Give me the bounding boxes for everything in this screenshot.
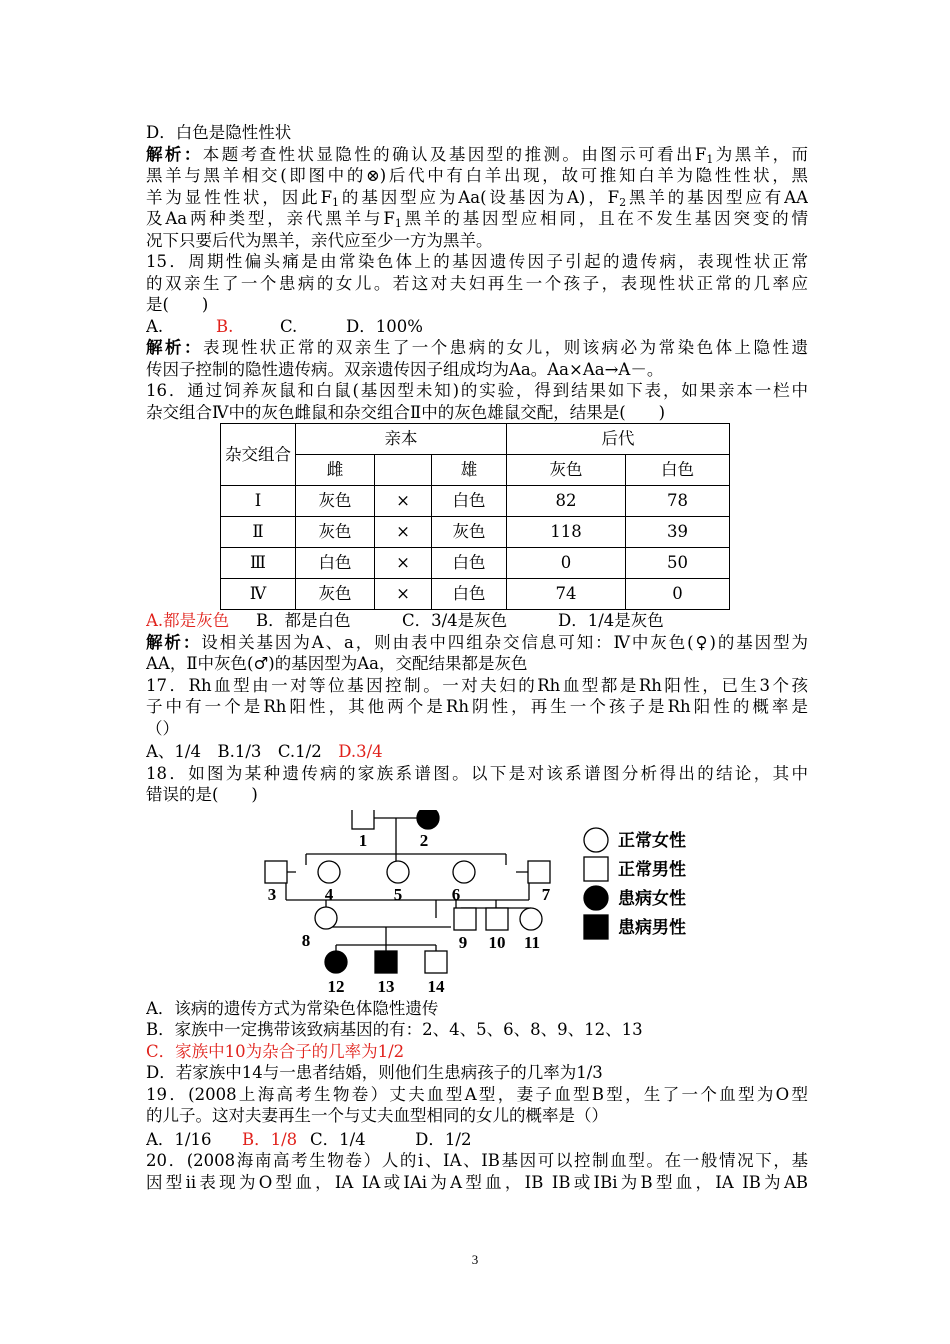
q15-option-a: A.: [146, 316, 164, 336]
pedigree-male-7: [528, 861, 550, 883]
q18-option-c: C．家族中10为杂合子的几率为1/2: [146, 1041, 405, 1061]
pedigree-diagram: [256, 810, 706, 996]
q14-option-d: D．白色是隐性性状: [146, 123, 292, 142]
q18-option-a: A．该病的遗传方式为常染色体隐性遗传: [146, 998, 439, 1018]
q16-stem-line2: 杂交组合Ⅳ中的灰色雌鼠和杂交组合Ⅱ中的灰色雄鼠交配，结果是( ): [146, 402, 666, 422]
q15-option-d: D．100%: [346, 316, 423, 336]
svg-text:5: 5: [393, 884, 403, 904]
q16-option-d: D．1/4是灰色: [558, 611, 664, 630]
pedigree-male-10: [486, 908, 508, 930]
q14-explanation-line3: 羊为显性性状，因此$F_1$的基因型应为Aa(设基因为A)，$F_2$黑羊的基因型应有AA: [146, 187, 808, 208]
table-header-gray: 灰色: [507, 455, 626, 486]
q18-option-d: D．若家族中14与一患者结婚，则他们生患病孩子的几率为1/3: [146, 1063, 603, 1082]
q17-stem-line3: （）: [146, 718, 179, 738]
table-header-parent: 亲本: [296, 424, 507, 455]
q15-explanation-line2: 传因子控制的隐性遗传病。双亲遗传因子组成均为Aa。Aa×Aa→A－。: [146, 359, 664, 379]
svg-text:1: 1: [358, 830, 368, 850]
q16-stem-line1: 16．通过饲养灰鼠和白鼠(基因型未知)的实验，得到结果如下表，如果亲本一栏中: [146, 381, 808, 400]
legend-label: 正常女性: [618, 830, 686, 850]
table-row: Ⅱ 灰色 × 灰色 118 39: [221, 517, 730, 548]
q17-option-d: D.3/4: [338, 742, 383, 761]
svg-text:13: 13: [377, 976, 395, 996]
table-header-blank: [375, 455, 432, 486]
svg-text:12: 12: [327, 976, 345, 996]
legend-label: 患病女性: [618, 888, 686, 908]
q17-stem-line2: 子中有一个是Rh阳性，其他两个是Rh阴性，再生一个孩子是Rh阳性的概率是: [146, 697, 808, 716]
q15-option-b: B.: [216, 316, 234, 336]
svg-text:11: 11: [523, 932, 541, 952]
pedigree-male-1: [352, 810, 374, 829]
table-header-cross: 杂交组合: [221, 424, 296, 486]
q15-stem-line2: 的双亲生了一个患病的女儿。若这对夫妇再生一个孩子，表现性状正常的几率应: [146, 273, 808, 293]
q19-stem-line2: 的儿子。这对夫妻再生一个与丈夫血型相同的女儿的概率是（）: [146, 1106, 608, 1125]
q20-stem-line1: 20．(2008海南高考生物卷）人的i、IA、IB基因可以控制血型。在一般情况下，基: [146, 1151, 808, 1170]
legend-affected-female-icon: [584, 886, 608, 910]
q19-option-a: A．1/16: [146, 1129, 212, 1149]
cross-results-table: [220, 423, 730, 610]
svg-text:4: 4: [324, 884, 334, 904]
pedigree-male-14: [425, 951, 447, 973]
table-row: Ⅲ 白色 × 白色 0 50: [221, 548, 730, 579]
legend-affected-male-icon: [584, 915, 608, 939]
pedigree-female-12: [325, 951, 347, 973]
svg-text:10: 10: [488, 932, 506, 952]
legend-normal-female-icon: [584, 828, 608, 852]
q16-explanation-line1: 解析：设相关基因为A、a，则由表中四组杂交信息可知：Ⅳ中灰色(♀)的基因型为: [146, 632, 808, 652]
pedigree-female-2: [417, 810, 439, 829]
legend-label: 正常男性: [618, 859, 686, 879]
q17-options: A、1/4 B.1/3 C.1/2 D.3/4: [146, 742, 383, 761]
pedigree-female-4: [318, 861, 340, 883]
pedigree-female-6: [453, 861, 475, 883]
page-number: 3: [471, 1252, 479, 1267]
table-row: Ⅳ 灰色 × 白色 74 0: [221, 579, 730, 610]
q19-stem-line1: 19．(2008上海高考生物卷）丈夫血型A型，妻子血型B型，生了一个血型为O型: [146, 1084, 808, 1104]
q15-explanation-line1: 解析：表现性状正常的双亲生了一个患病的女儿，则该病必为常染色体上隐性遗: [146, 338, 808, 357]
q14-explanation-line4: 及Aa两种类型，亲代黑羊与$F_1$黑羊的基因型应相同，且在不发生基因突变的情: [146, 209, 808, 230]
q19-option-b: B．1/8: [242, 1129, 298, 1149]
table-header-offspring: 后代: [507, 424, 730, 455]
q18-option-b: B．家族中一定携带该致病基因的有：2、4、5、6、8、9、12、13: [146, 1020, 643, 1039]
q19-option-cd: C．1/4 D．1/2: [310, 1129, 472, 1149]
svg-text:9: 9: [458, 932, 468, 952]
q15-stem-line1: 15．周期性偏头痛是由常染色体上的基因遗传因子引起的遗传病，表现性状正常: [146, 252, 808, 271]
svg-text:2: 2: [419, 830, 429, 850]
svg-text:8: 8: [301, 930, 311, 950]
table-header-male: 雄: [432, 455, 507, 486]
svg-text:7: 7: [541, 884, 551, 904]
svg-text:6: 6: [451, 884, 461, 904]
table-header-female: 雌: [296, 455, 375, 486]
pedigree-female-5: [387, 861, 409, 883]
q16-option-b: B．都是白色: [256, 611, 351, 630]
q16-option-c: C．3/4是灰色: [402, 611, 508, 630]
table-header-white: 白色: [626, 455, 730, 486]
pedigree-female-11: [520, 908, 542, 930]
document-page: [146, 122, 808, 1193]
q16-options: [146, 610, 808, 632]
pedigree-male-3: [265, 861, 287, 883]
pedigree-female-8: [315, 907, 337, 929]
svg-text:14: 14: [427, 976, 445, 996]
q14-explanation-line1: 解析：本题考查性状显隐性的确认及基因型的推测。由图示可看出$F_1$为黑羊，而: [146, 144, 808, 165]
q19-options: [146, 1129, 808, 1151]
q15-stem-line3: 是( ): [146, 295, 209, 314]
q16-option-a: A.都是灰色: [146, 611, 230, 630]
q14-explanation-line2: 黑羊与黑羊相交(即图中的⊗)后代中有白羊出现，故可推知白羊为隐性性状，黑: [146, 166, 808, 185]
pedigree-male-9: [454, 908, 476, 930]
table-row: Ⅰ 灰色 × 白色 82 78: [221, 486, 730, 517]
pedigree-male-13: [375, 951, 397, 973]
q18-stem-line1: 18．如图为某种遗传病的家族系谱图。以下是对该系谱图分析得出的结论，其中: [146, 763, 808, 783]
legend-label: 患病男性: [618, 917, 686, 937]
q20-stem-line2: 因型ii表现为O型血，IA IA或IAi为A型血，IB IB或IBi为B型血，IA IB为AB: [146, 1172, 808, 1192]
q14-explanation-line5: 况下只要后代为黑羊，亲代应至少一方为黑羊。: [146, 230, 493, 250]
legend-normal-male-icon: [584, 857, 608, 881]
q15-options: [146, 316, 808, 338]
svg-text:3: 3: [267, 884, 277, 904]
q16-explanation-line2: AA，Ⅱ中灰色(♂)的基因型为Aa，交配结果都是灰色: [146, 654, 528, 673]
q17-stem-line1: 17．Rh血型由一对等位基因控制。一对夫妇的Rh血型都是Rh阳性，已生3个孩: [146, 675, 808, 695]
q15-option-c: C.: [280, 316, 298, 336]
q18-stem-line2: 错误的是( ): [146, 785, 258, 804]
